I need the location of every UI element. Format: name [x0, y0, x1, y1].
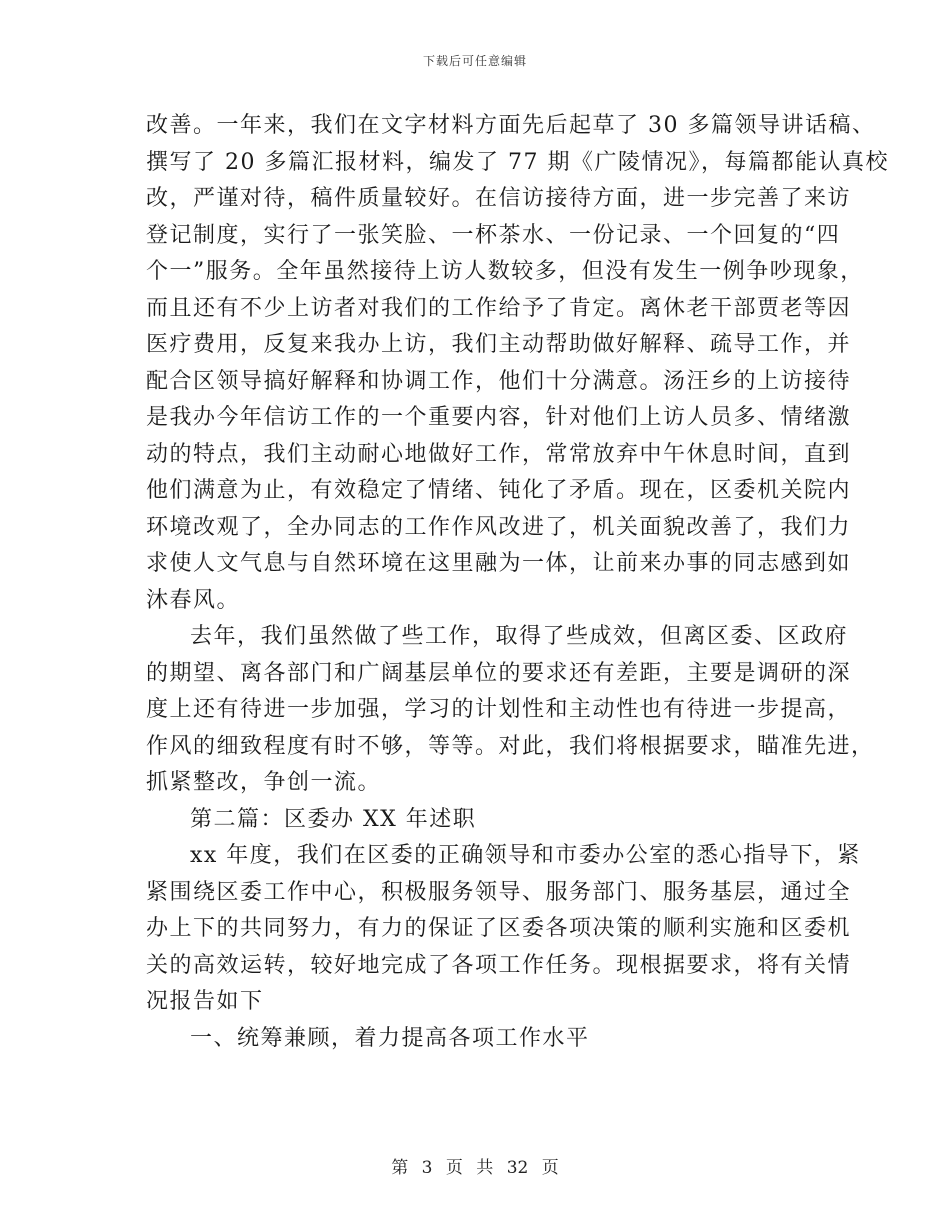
document-body — [146, 108, 889, 1057]
body-line: 个一”服务。全年虽然接待上访人数较多，但没有发生一例争吵现象， — [146, 259, 864, 284]
body-line: 改善。一年来，我们在文字材料方面先后起草了 30 多篇领导讲话稿、 — [146, 113, 876, 138]
body-line: 而且还有不少上访者对我们的工作给予了肯定。离休老干部贾老等因 — [146, 295, 852, 321]
body-line: 关的高效运转，较好地完成了各项工作任务。现根据要求，将有关情 — [146, 952, 852, 978]
page-header-note: 下载后可任意编辑 — [422, 54, 527, 68]
body-line: 动的特点，我们主动耐心地做好工作，常常放弃中午休息时间，直到 — [146, 441, 852, 467]
page-number: 第 3 页 共 32 页 — [391, 1158, 559, 1178]
body-line: 的期望、离各部门和广阔基层单位的要求还有差距，主要是调研的深 — [146, 660, 852, 686]
body-line: 医疗费用，反复来我办上访，我们主动帮助做好解释、疏导工作，并 — [146, 332, 852, 357]
paragraph-start-line: 去年，我们虽然做了些工作，取得了些成效，但离区委、区政府 — [190, 624, 849, 649]
body-line: 紧围绕区委工作中心，积极服务领导、服务部门、服务基层，通过全 — [146, 879, 852, 905]
body-line: 撰写了 20 多篇汇报材料，编发了 77 期《广陵情况》，每篇都能认真校 — [146, 149, 889, 175]
body-line: 况报告如下 — [146, 989, 264, 1014]
body-line: 度上还有待进一步加强，学习的计划性和主动性也有待进一步提高， — [146, 697, 852, 722]
body-line: 改，严谨对待，稿件质量较好。在信访接待方面，进一步完善了来访 — [146, 186, 852, 211]
body-line: 沐春风。 — [146, 587, 241, 613]
body-line: 办上下的共同努力，有力的保证了区委各项决策的顺利实施和区委机 — [146, 916, 852, 941]
body-line: 是我办今年信访工作的一个重要内容，针对他们上访人员多、情绪激 — [146, 405, 852, 430]
body-line: 他们满意为止，有效稳定了情绪、钝化了矛盾。现在，区委机关院内 — [146, 478, 852, 503]
paragraph-start-line: xx 年度，我们在区委的正确领导和市委办公室的悉心指导下，紧 — [190, 843, 861, 868]
subsection-heading: 一、统筹兼顾，着力提高各项工作水平 — [190, 1025, 590, 1051]
body-line: 抓紧整改，争创一流。 — [146, 770, 382, 795]
body-line: 求使人文气息与自然环境在这里融为一体，让前来办事的同志感到如 — [146, 551, 852, 576]
body-line: 作风的细致程度有时不够，等等。对此，我们将根据要求，瞄准先进， — [146, 733, 875, 759]
body-line: 配合区领导搞好解释和协调工作，他们十分满意。汤汪乡的上访接待 — [146, 368, 852, 394]
body-line: 环境改观了，全办同志的工作作风改进了，机关面貌改善了，我们力 — [146, 514, 852, 540]
body-line: 登记制度，实行了一张笑脸、一杯茶水、一份记录、一个回复的“四 — [146, 222, 841, 248]
section-heading: 第二篇：区委办 XX 年述职 — [190, 806, 477, 832]
